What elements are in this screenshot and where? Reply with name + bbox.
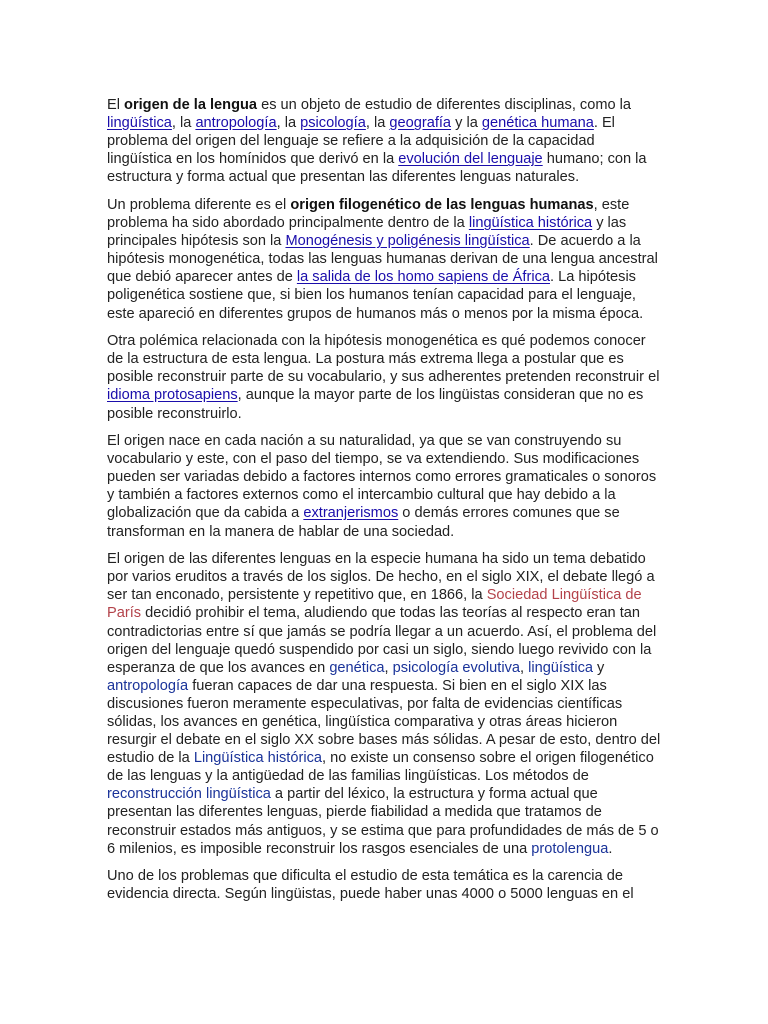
link-extranjerismos[interactable]: extranjerismos — [303, 505, 399, 522]
text-run: y — [593, 659, 605, 676]
bold-term-origen-filogenetico-de-las-lenguas-humanas: origen filogenético de las lenguas humanas — [290, 196, 594, 213]
text-run: Un problema diferente es el — [107, 196, 291, 213]
paragraph-4 — [107, 432, 663, 541]
text-run: fueran capaces de dar una respuesta. Si bien en el siglo XIX las discusiones fueron meramente especulativas, por falta de evidencias científicas sólidas, los avances en genética, lingüística comparativa y otras áreas hicieron resurgir el debate en el siglo XX sobre bases más sólidas. A pesar de esto, dentro del estudio de la — [107, 677, 661, 767]
link-la-salida-de-los-homo-sapiens-de-africa[interactable]: la salida de los homo sapiens de África — [296, 269, 550, 286]
link-psicologia-evolutiva[interactable]: psicología evolutiva — [392, 659, 520, 676]
text-run: . — [608, 840, 613, 857]
document-body — [107, 96, 663, 913]
text-run: . De acuerdo a la hipótesis monogenética, todas las lenguas humanas derivan de una lengua ancestral que debió aparecer antes de — [107, 233, 658, 286]
link-linguistica-historica[interactable]: Lingüística histórica — [193, 750, 322, 767]
link-linguistica[interactable]: lingüística — [107, 115, 172, 132]
text-run: El — [107, 97, 125, 113]
paragraph-1 — [107, 96, 663, 186]
text-run: y las principales hipótesis son la — [107, 215, 627, 250]
link-genetica-humana[interactable]: genética humana — [481, 115, 594, 132]
text-run: decidió prohibir el tema, aludiendo que todas las teorías al respecto eran tan contradictorias entre sí que jamás se podría llegar a un acuerdo. Así, el problema del origen del lenguaje quedó suspendido por casi un siglo, siendo luego revivido con la esperanza de que los avances en — [107, 605, 657, 676]
link-sociedad-linguistica-de-paris[interactable]: Sociedad Lingüística de París — [107, 587, 642, 622]
text-run: y la — [451, 115, 482, 132]
link-evolucion-del-lenguaje[interactable]: evolución del lenguaje — [398, 151, 543, 168]
link-psicologia[interactable]: psicología — [300, 115, 366, 132]
text-run: a partir del léxico, la estructura y forma actual que presentan las diferentes lenguas, pierde fiabilidad a medida que tratamos de reconstruir estados más antiguos, y se estima que para profundidades de más de 5 o 6 milenios, es imposible reconstruir los rasgos esenciales de una — [107, 786, 659, 857]
link-reconstruccion-linguistica[interactable]: reconstrucción lingüística — [107, 786, 271, 803]
text-run: . La hipótesis poligenética sostiene que, si bien los humanos tenían capacidad para el lenguaje, este apareció en diferentes grupos de humanos más o menos por la misma época. — [107, 269, 644, 322]
link-protolengua[interactable]: protolengua — [531, 840, 609, 857]
link-idioma-protosapiens[interactable]: idioma protosapiens — [107, 387, 238, 404]
text-run: es un objeto de estudio de diferentes disciplinas, como la — [257, 97, 632, 113]
text-run: . El problema del origen del lenguaje se refiere a la adquisición de la capacidad lingüística en los homínidos que derivó en la — [107, 115, 615, 168]
link-antropologia[interactable]: antropología — [107, 677, 189, 694]
text-run: El origen de las diferentes lenguas en la especie humana ha sido un tema debatido por varios eruditos a través de los siglos. De hecho, en el siglo XIX, el debate llegó a ser tan enconado, persistente y repetitivo que, en 1866, la — [107, 551, 655, 604]
link-monogenesis-y-poligenesis-linguistica[interactable]: Monogénesis y poligénesis lingüística — [285, 233, 530, 250]
text-run: , la — [276, 115, 301, 132]
link-antropologia[interactable]: antropología — [195, 115, 277, 132]
text-run: Uno de los problemas que dificulta el estudio de esta temática es la carencia de evidencia directa. Según lingüistas, puede haber unas 4000 o 5000 lenguas en el — [107, 868, 634, 903]
text-run: El origen nace en cada nación a su naturalidad, ya que se van construyendo su vocabulario y este, con el paso del tiempo, se va extendiendo. Sus modificaciones pueden ser variadas debido a factores internos como errores gramaticales o sonoros y también a factores externos como el intercambio cultural que hay debido a la globalización que da cabida a — [107, 433, 657, 522]
paragraph-6 — [107, 867, 663, 903]
link-linguistica-historica[interactable]: lingüística histórica — [468, 215, 593, 232]
link-genetica[interactable]: genética — [329, 659, 385, 676]
link-linguistica[interactable]: lingüística — [528, 659, 593, 676]
text-run: humano; con la estructura y forma actual que presentan las diferentes lenguas naturales. — [107, 151, 647, 186]
text-run: o demás errores comunes que se transforman en la manera de hablar de una sociedad. — [107, 505, 620, 540]
text-run: , — [519, 659, 529, 676]
text-run: , — [384, 659, 393, 676]
text-run: Otra polémica relacionada con la hipótesis monogenética es qué podemos conocer de la estructura de esta lengua. La postura más extrema llega a postular que es posible reconstruir parte de su vocabulario, y sus adherentes pretenden reconstruir el — [107, 333, 660, 386]
text-run: , este problema ha sido abordado principalmente dentro de la — [107, 196, 630, 232]
paragraph-2 — [107, 196, 663, 323]
text-run: , aunque la mayor parte de los lingüistas consideran que no es posible reconstruirlo. — [107, 387, 644, 422]
paragraph-3 — [107, 332, 663, 422]
text-run: , no existe un consenso sobre el origen filogenético de las lenguas y la antigüedad de las familias lingüísticas. Los métodos de — [107, 750, 654, 785]
bold-term-origen-de-la-lengua: origen de la lengua — [124, 97, 258, 113]
link-geografia[interactable]: geografía — [389, 115, 452, 132]
text-run: , la — [171, 115, 196, 132]
paragraph-5 — [107, 550, 663, 858]
text-run: , la — [365, 115, 390, 132]
